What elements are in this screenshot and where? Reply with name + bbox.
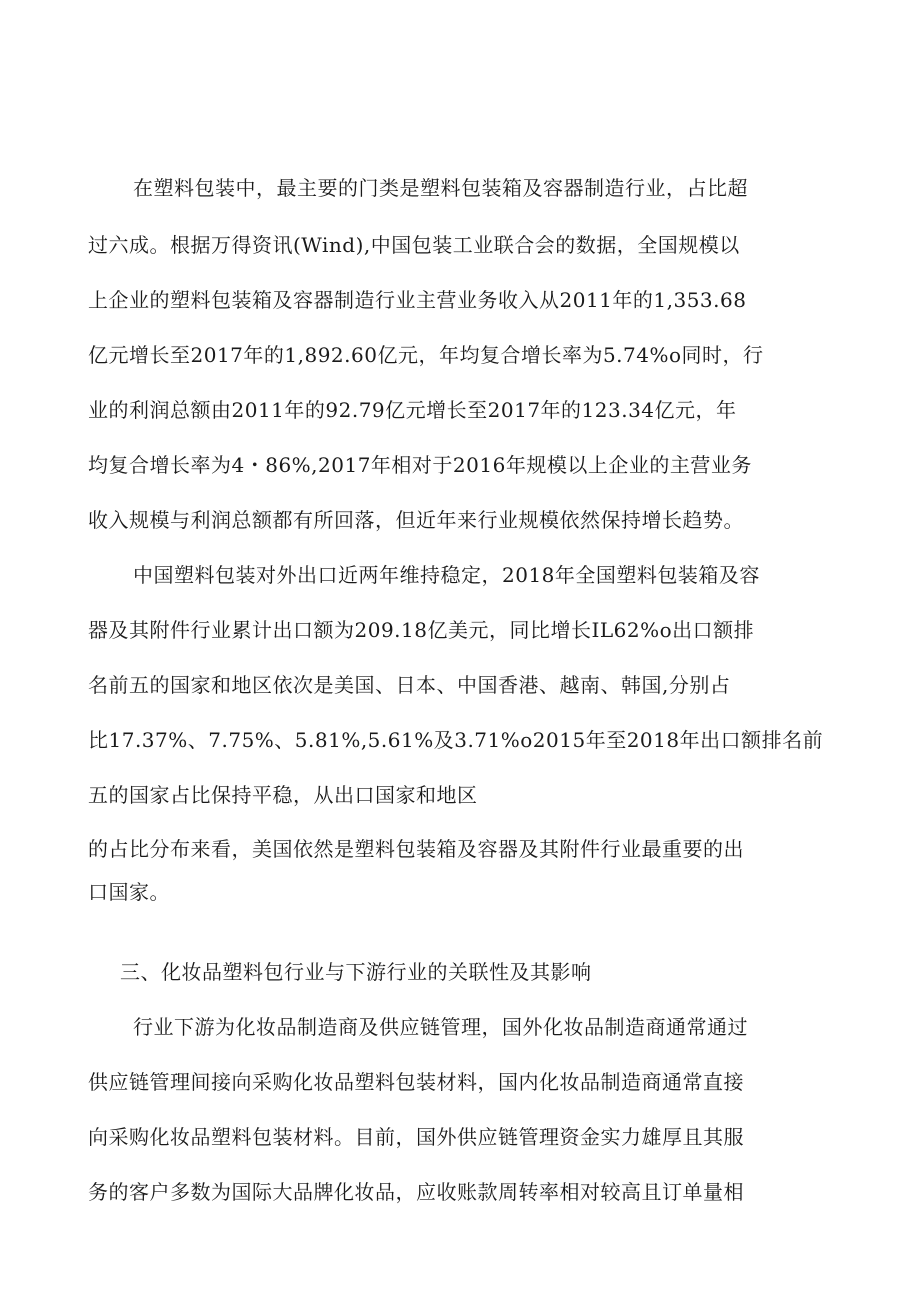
text-line: 比17.37%、7.75%、5.81%,5.61%及3.71%o2015年至2018年出口额排名前 [88,728,824,752]
text-line: 亿元增长至2017年的1,892.60亿元，年均复合增长率为5.74%o同时，行 [88,343,764,367]
text-line: 行业下游为化妆品制造商及供应链管理，国外化妆品制造商通常通过 [133,1015,748,1039]
text-line: 上企业的塑料包装箱及容器制造行业主营业务收入从2011年的1,353.68 [88,288,747,312]
text-line: 务的客户多数为国际大品牌化妆品，应收账款周转率相对较高且订单量相 [88,1180,744,1204]
text-line: 在塑料包装中，最主要的门类是塑料包装箱及容器制造行业，占比超 [133,176,748,200]
text-line: 五的国家占比保持平稳，从出口国家和地区 [88,783,478,807]
text-line: 的占比分布来看，美国依然是塑料包装箱及容器及其附件行业最重要的出 [88,837,744,861]
text-line: 口国家。 [88,880,170,904]
text-line: 器及其附件行业累计出口额为209.18亿美元，同比增长IL62%o出口额排 [88,618,755,642]
section-heading: 三、化妆品塑料包行业与下游行业的关联性及其影响 [120,960,592,984]
text-line: 中国塑料包装对外出口近两年维持稳定，2018年全国塑料包装箱及容 [133,563,760,587]
text-line: 供应链管理间接向采购化妆品塑料包装材料，国内化妆品制造商通常直接 [88,1070,744,1094]
text-line: 收入规模与利润总额都有所回落，但近年来行业规模依然保持增长趋势。 [88,508,744,532]
text-line: 过六成。根据万得资讯(Wind),中国包装工业联合会的数据，全国规模以 [88,233,740,257]
text-line: 名前五的国家和地区依次是美国、日本、中国香港、越南、韩国,分别占 [88,673,731,697]
text-line: 向采购化妆品塑料包装材料。目前，国外供应链管理资金实力雄厚且其服 [88,1125,744,1149]
text-line: 均复合增长率为4・86%,2017年相对于2016年规模以上企业的主营业务 [88,453,752,477]
text-line: 业的利润总额由2011年的92.79亿元增长至2017年的123.34亿元，年 [88,398,737,422]
